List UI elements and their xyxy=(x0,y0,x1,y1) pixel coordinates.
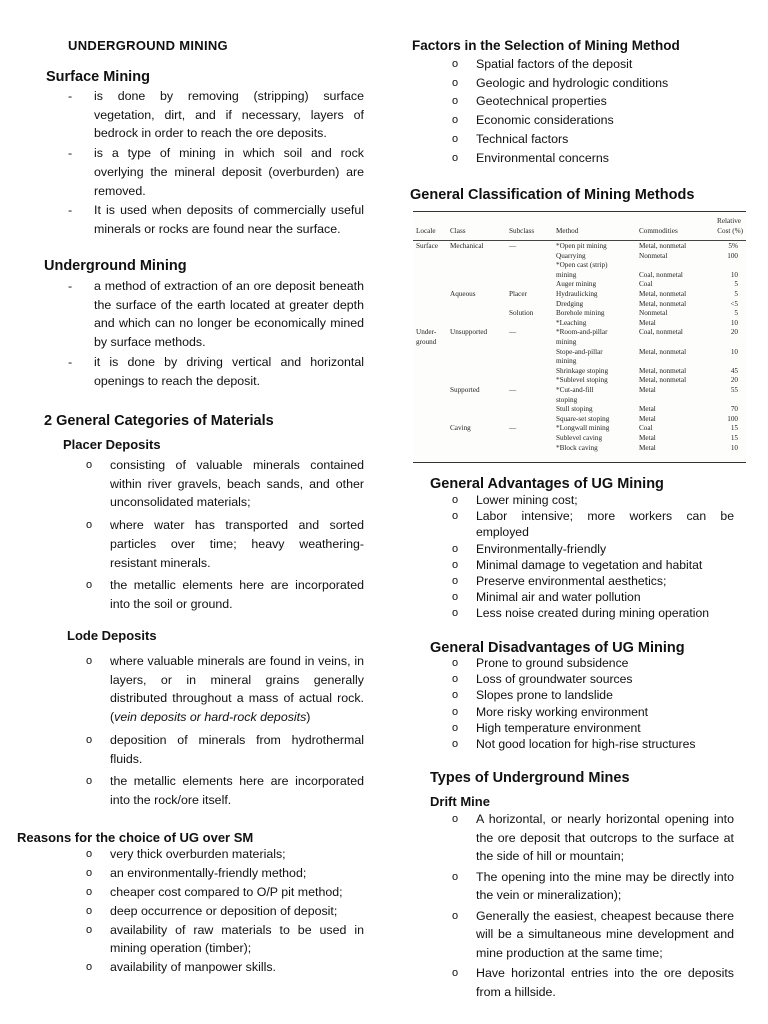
list-item: o very thick overburden materials; xyxy=(84,846,364,864)
cell-method: *Cut-and-fill xyxy=(556,386,594,394)
cell-commodities: Coal xyxy=(639,424,653,433)
circle-bullet: o xyxy=(452,494,459,506)
cell-subclass: — xyxy=(509,242,517,250)
circle-bullet: o xyxy=(452,689,459,702)
circle-bullet: o xyxy=(452,151,459,164)
table-row xyxy=(413,348,746,357)
list-item: o The opening into the mine may be directly into the vein or mineralization); xyxy=(452,869,734,903)
list-item: - a method of extraction of an ore deposit beneath the surface of the earth located at greater depth and which can no longer be economically mined by surface methods. xyxy=(68,279,364,350)
circle-bullet: o xyxy=(86,579,93,592)
circle-bullet: o xyxy=(452,575,459,588)
circle-bullet: o xyxy=(86,867,93,879)
cell-locale: Under- xyxy=(416,328,437,337)
circle-bullet: o xyxy=(452,95,459,108)
dash-marker: - xyxy=(68,354,73,369)
cell-method: Dredging xyxy=(556,299,584,308)
list-item: o Loss of groundwater sources xyxy=(452,672,633,687)
table-row xyxy=(413,242,746,251)
cell-cost: 10 xyxy=(730,443,738,452)
cell-cost: 45 xyxy=(730,366,738,375)
circle-bullet: o xyxy=(452,132,459,145)
table-row xyxy=(413,290,746,299)
circle-bullet: o xyxy=(452,58,459,70)
list-item: o deposition of minerals from hydrothermal fluids. xyxy=(86,732,364,766)
circle-bullet: o xyxy=(86,924,93,936)
cell-subclass: — xyxy=(509,328,517,337)
drift-mine-list xyxy=(450,810,734,1003)
cell-commodities: Coal, nonmetal xyxy=(639,328,683,337)
drift-mine-heading: Drift Mine xyxy=(430,794,490,809)
circle-bullet: o xyxy=(452,542,459,555)
table-row xyxy=(413,271,746,280)
col-commodities: Commodities xyxy=(639,227,678,235)
table-row xyxy=(413,415,746,424)
list-item: o More risky working environment xyxy=(452,704,649,719)
col-cost: Cost (%) xyxy=(717,227,743,235)
list-item: o Generally the easiest, cheapest because there will be a simultaneous mine development and mine production at the same time; xyxy=(452,908,734,960)
list-item: o Labor intensive; more workers can be employed xyxy=(452,509,734,540)
cell-commodities: Nonmetal xyxy=(639,309,668,318)
list-item: o where valuable minerals are found in veins, in layers, or in mineral grains generally distributed throughout a mass of actual rock. (vein deposits or hard-rock deposits) xyxy=(86,654,364,725)
reasons-list xyxy=(84,846,364,978)
cell-method: *Open pit mining xyxy=(556,242,607,250)
placer-deposits-heading: Placer Deposits xyxy=(63,437,161,452)
cell-subclass: — xyxy=(509,424,517,433)
cell-commodities: Coal xyxy=(639,280,653,289)
cell-method: *Longwall mining xyxy=(556,424,610,433)
cell-method: Hydraulicking xyxy=(556,290,598,298)
list-item: o Have horizontal entries into the ore deposits from a hillside. xyxy=(452,966,734,999)
cell-method: Shrinkage stoping xyxy=(556,366,609,375)
list-item: o the metallic elements here are incorporated into the rock/ore itself. xyxy=(86,774,364,807)
cell-cost: 10 xyxy=(730,347,738,356)
list-item: o A horizontal, or nearly horizontal opening into the ore deposit that outcrops to the surface at the side of hill or mountain; xyxy=(452,812,734,864)
list-item: o an environmentally-friendly method; xyxy=(84,865,364,883)
cell-commodities: Metal xyxy=(639,414,656,423)
cell-cost: <5 xyxy=(730,299,738,308)
table-header xyxy=(413,212,746,241)
disadvantages-list xyxy=(450,655,734,752)
table-row xyxy=(413,444,746,453)
table-row xyxy=(413,396,746,405)
cell-method: *Leaching xyxy=(556,318,587,327)
cell-subclass: Solution xyxy=(509,309,534,318)
circle-bullet: o xyxy=(452,909,459,922)
list-item: o Preserve environmental aesthetics; xyxy=(452,574,667,589)
dash-marker: - xyxy=(68,146,73,161)
circle-bullet: o xyxy=(452,721,459,734)
cell-subclass: Placer xyxy=(509,290,527,298)
factors-list xyxy=(450,55,750,167)
classification-table xyxy=(413,211,746,463)
factors-heading: Factors in the Selection of Mining Method xyxy=(412,38,680,53)
list-item: - is done by removing (stripping) surface vegetation, dirt, and if necessary, layers of bedrock in order to reach the ore deposits. xyxy=(68,89,364,141)
cell-cost: 5% xyxy=(728,242,738,250)
lode-deposits-list xyxy=(84,652,364,814)
list-item: o Minimal damage to vegetation and habitat xyxy=(452,557,703,572)
list-item: o Environmental concerns xyxy=(450,149,750,168)
cell-class: Caving xyxy=(450,424,471,433)
table-row xyxy=(413,357,746,366)
circle-bullet: o xyxy=(452,813,459,825)
dash-marker: - xyxy=(68,279,73,293)
circle-bullet: o xyxy=(452,870,459,883)
circle-bullet: o xyxy=(86,655,93,667)
cell-method: stoping xyxy=(556,395,578,404)
cell-cost: 5 xyxy=(734,309,738,318)
reasons-heading: Reasons for the choice of UG over SM xyxy=(17,830,254,845)
types-heading: Types of Underground Mines xyxy=(430,770,630,786)
col-class: Class xyxy=(450,227,466,235)
list-item: o High temperature environment xyxy=(452,720,641,735)
circle-bullet: o xyxy=(452,76,459,89)
circle-bullet: o xyxy=(86,733,93,746)
table-row xyxy=(413,300,746,309)
table-row xyxy=(413,434,746,443)
cell-cost: 20 xyxy=(730,328,738,337)
classification-heading: General Classification of Mining Methods xyxy=(410,187,695,203)
underground-mining-heading: Underground Mining xyxy=(44,258,187,274)
italic-note: vein deposits or hard-rock deposits xyxy=(114,710,307,725)
table-row xyxy=(413,424,746,433)
cell-method: Stope-and-pillar xyxy=(556,347,603,356)
cell-cost: 15 xyxy=(730,434,738,442)
list-item: o the metallic elements here are incorporated into the soil or ground. xyxy=(86,578,364,611)
placer-deposits-list xyxy=(84,456,364,618)
page-title: UNDERGROUND MINING xyxy=(68,38,228,53)
cell-commodities: Coal, nonmetal xyxy=(639,270,683,279)
table-row xyxy=(413,405,746,414)
list-item: o Environmentally-friendly xyxy=(452,541,607,556)
list-item: o Slopes prone to landslide xyxy=(452,688,613,703)
cell-cost: 5 xyxy=(734,290,738,298)
cell-method: *Room-and-pillar xyxy=(556,328,608,337)
list-item: - is a type of mining in which soil and rock overlying the mineral deposit (overburden) are removed. xyxy=(68,146,364,198)
cell-commodities: Metal, nonmetal xyxy=(639,347,687,356)
table-row xyxy=(413,280,746,289)
surface-mining-list xyxy=(68,87,364,240)
list-item: o cheaper cost compared to O/P pit method; xyxy=(84,884,364,902)
cell-method: *Block caving xyxy=(556,443,598,452)
cell-commodities: Metal, nonmetal xyxy=(639,376,687,385)
cell-cost: 100 xyxy=(727,251,738,260)
disadvantages-heading: General Disadvantages of UG Mining xyxy=(430,640,685,656)
cell-method: mining xyxy=(556,357,577,366)
circle-bullet: o xyxy=(86,905,93,917)
cell-method: Quarrying xyxy=(556,251,586,260)
list-item: o consisting of valuable minerals contained within river gravels, beach sands, and other unconsolidated materials; xyxy=(86,458,364,510)
circle-bullet: o xyxy=(86,775,93,788)
list-item: o Prone to ground subsidence xyxy=(452,656,629,670)
lode-deposits-heading: Lode Deposits xyxy=(67,628,157,643)
col-locale: Locale xyxy=(416,227,436,235)
cell-method: Borehole mining xyxy=(556,309,605,318)
table-row xyxy=(413,338,746,347)
circle-bullet: o xyxy=(86,459,93,471)
circle-bullet: o xyxy=(86,519,93,532)
cell-class: Supported xyxy=(450,386,480,394)
cell-commodities: Metal xyxy=(639,434,656,442)
cell-commodities: Metal xyxy=(639,318,656,327)
table-row xyxy=(413,261,746,270)
cell-class: Unsupported xyxy=(450,328,488,337)
cell-method: *Sublevel stoping xyxy=(556,376,608,385)
cell-commodities: Metal, nonmetal xyxy=(639,299,687,308)
table-row xyxy=(413,367,746,376)
list-item: o availability of manpower skills. xyxy=(84,959,364,977)
cell-commodities: Metal, nonmetal xyxy=(639,366,687,375)
list-item: o deep occurrence or deposition of deposit; xyxy=(84,903,364,921)
dash-marker: - xyxy=(68,89,73,103)
table-row xyxy=(413,376,746,385)
circle-bullet: o xyxy=(452,673,459,686)
cell-method: *Open cast (strip) xyxy=(556,261,608,270)
cell-cost: 15 xyxy=(730,424,738,433)
cell-commodities: Metal xyxy=(639,405,656,414)
circle-bullet: o xyxy=(86,848,93,860)
table-body xyxy=(413,242,746,462)
col-relative: Relative xyxy=(717,217,741,225)
list-item: o Geologic and hydrologic conditions xyxy=(450,74,750,93)
circle-bullet: o xyxy=(452,510,459,523)
underground-mining-list xyxy=(68,277,364,391)
cell-locale: Surface xyxy=(416,242,438,250)
cell-cost: 70 xyxy=(730,405,738,414)
cell-commodities: Metal, nonmetal xyxy=(639,290,687,298)
col-method: Method xyxy=(556,227,579,235)
cell-method: mining xyxy=(556,338,577,346)
list-item: o Geotechnical properties xyxy=(450,92,750,111)
circle-bullet: o xyxy=(452,657,459,669)
dash-marker: - xyxy=(68,203,73,218)
circle-bullet: o xyxy=(452,591,459,604)
circle-bullet: o xyxy=(86,960,93,973)
circle-bullet: o xyxy=(452,607,459,620)
cell-cost: 10 xyxy=(730,270,738,279)
cell-cost: 20 xyxy=(730,376,738,385)
list-item: o Minimal air and water pollution xyxy=(452,590,641,605)
list-item: o Spatial factors of the deposit xyxy=(450,55,750,74)
cell-method: Stull stoping xyxy=(556,405,593,414)
circle-bullet: o xyxy=(452,967,459,980)
cell-class: Aqueous xyxy=(450,290,476,298)
table-row xyxy=(413,386,746,395)
circle-bullet: o xyxy=(452,705,459,718)
cell-commodities: Nonmetal xyxy=(639,251,668,260)
circle-bullet: o xyxy=(452,558,459,571)
circle-bullet: o xyxy=(86,886,93,898)
cell-method: Square-set stoping xyxy=(556,414,610,423)
cell-commodities: Metal xyxy=(639,386,656,394)
list-item: o Not good location for high-rise structures xyxy=(452,737,696,752)
list-item: o Technical factors xyxy=(450,130,750,149)
list-item: o Lower mining cost; xyxy=(452,493,578,507)
cell-class: Mechanical xyxy=(450,242,484,250)
list-item: - it is done by driving vertical and horizontal openings to reach the deposit. xyxy=(68,354,364,388)
advantages-heading: General Advantages of UG Mining xyxy=(430,476,664,492)
cell-cost: 100 xyxy=(727,414,738,423)
list-item: o Economic considerations xyxy=(450,111,750,130)
table-row xyxy=(413,319,746,328)
list-item: o where water has transported and sorted particles over time; heavy weathering-resistant minerals. xyxy=(86,518,364,570)
cell-subclass: — xyxy=(509,386,517,394)
cell-method: mining xyxy=(556,270,577,279)
categories-heading: 2 General Categories of Materials xyxy=(44,413,274,429)
cell-locale: ground xyxy=(416,338,437,346)
advantages-list xyxy=(450,492,734,622)
list-item: o Less noise created during mining operation xyxy=(452,606,710,621)
cell-cost: 5 xyxy=(734,280,738,289)
surface-mining-heading: Surface Mining xyxy=(46,69,150,85)
cell-cost: 10 xyxy=(730,318,738,327)
cell-method: Sublevel caving xyxy=(556,434,603,442)
col-subclass: Subclass xyxy=(509,227,535,235)
cell-method: Auger mining xyxy=(556,280,597,289)
table-row xyxy=(413,309,746,318)
list-item: - It is used when deposits of commercially useful minerals or rocks are found near the surface. xyxy=(68,203,364,236)
table-row xyxy=(413,328,746,337)
list-item: o availability of raw materials to be used in mining operation (timber); xyxy=(86,923,364,955)
circle-bullet: o xyxy=(452,738,459,751)
cell-commodities: Metal, nonmetal xyxy=(639,242,687,250)
cell-cost: 55 xyxy=(730,386,738,394)
table-row xyxy=(413,252,746,261)
cell-commodities: Metal xyxy=(639,443,656,452)
circle-bullet: o xyxy=(452,114,459,127)
